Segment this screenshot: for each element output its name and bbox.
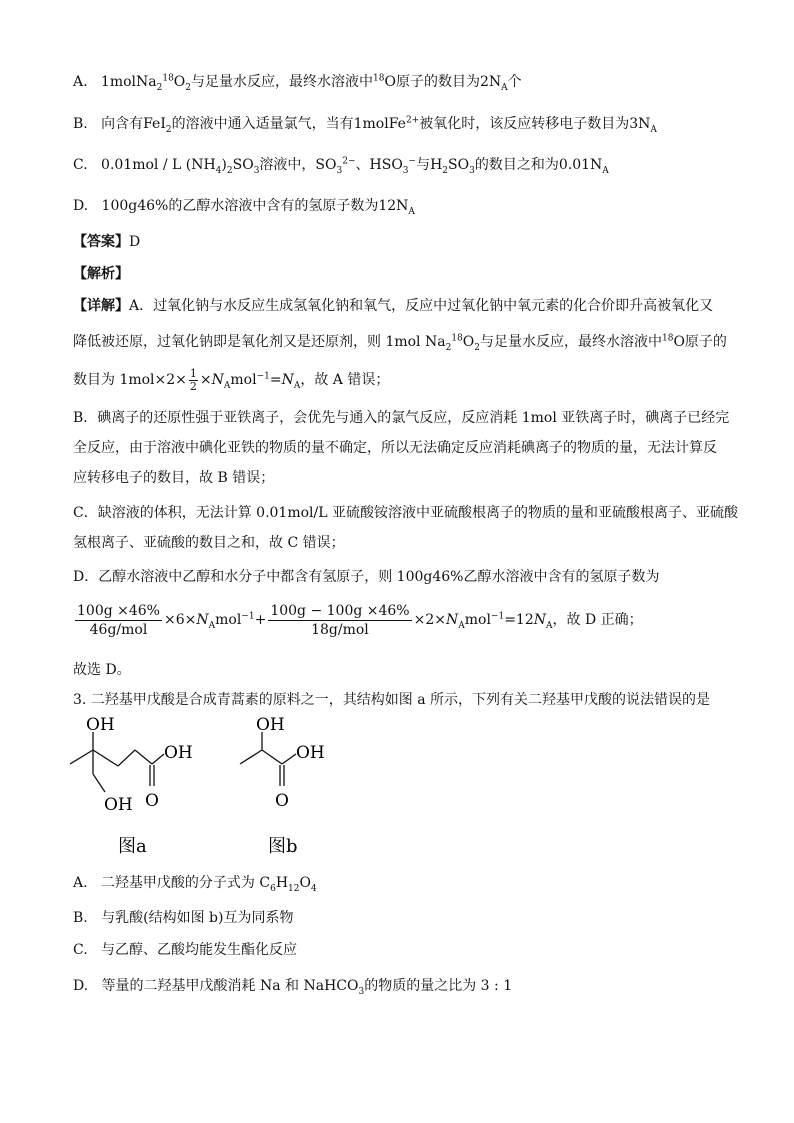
subscript: 2 bbox=[156, 82, 163, 93]
q3-option-d bbox=[73, 976, 512, 996]
superscript: −1 bbox=[241, 611, 255, 622]
oh-label: OH bbox=[296, 743, 325, 763]
q3-option-b bbox=[73, 908, 293, 928]
oxygen-label: O bbox=[275, 791, 289, 811]
subscript: 4 bbox=[215, 165, 222, 176]
explain-b-1: B．碘离子的还原性强于亚铁离子，会优先与通入的氯气反应，反应消耗 1mol 亚铁离子时，碘离子已经完 bbox=[73, 410, 730, 426]
option-text: 0.01mol / L (NH bbox=[101, 157, 216, 173]
superscript: 2+ bbox=[405, 115, 420, 126]
oh-label: OH bbox=[256, 715, 285, 735]
option-text: 与足量水反应，最终水溶液中 bbox=[191, 74, 374, 90]
avogadro-symbol: N bbox=[445, 612, 459, 628]
explain-text: ×6× bbox=[163, 612, 197, 628]
superscript: −1 bbox=[256, 371, 270, 382]
explain-line-2 bbox=[73, 332, 727, 352]
q3-option-c bbox=[73, 940, 297, 960]
bond bbox=[262, 750, 282, 764]
subscript: 3 bbox=[253, 165, 260, 176]
option-text: 与H bbox=[416, 157, 443, 173]
structure-figures bbox=[60, 712, 360, 862]
subscript: A bbox=[546, 620, 553, 631]
bond bbox=[135, 750, 152, 764]
option-text: 二羟基甲戊酸的分子式为 C bbox=[100, 875, 271, 891]
avogadro-symbol: N bbox=[533, 612, 546, 628]
explain-d-1: D．乙醇水溶液中乙醇和水分子中都含有氢原子，则 100g46%乙醇水溶液中含有的氢原子数为 bbox=[73, 569, 660, 585]
analysis-heading bbox=[73, 264, 129, 284]
subscript: A bbox=[408, 206, 415, 217]
explain-text: O原子的 bbox=[673, 334, 727, 350]
bond bbox=[70, 750, 93, 764]
subscript: 2 bbox=[226, 165, 233, 176]
explain-text: × bbox=[199, 372, 212, 388]
analysis-label: 【解析】 bbox=[73, 266, 129, 282]
explain-text: ×2× bbox=[413, 612, 446, 628]
subscript: 3 bbox=[358, 986, 365, 997]
option-label: B. bbox=[73, 910, 88, 926]
explain-text: mol bbox=[230, 372, 257, 388]
fraction-denominator: 2 bbox=[189, 379, 197, 393]
option-b bbox=[73, 114, 657, 134]
explain-text: ，故 D 正确； bbox=[552, 612, 643, 628]
subscript: 2 bbox=[442, 165, 449, 176]
option-c bbox=[73, 155, 609, 175]
option-text: 等量的二羟基甲戊酸消耗 Na 和 NaHCO bbox=[101, 978, 359, 994]
fraction-numerator: 100g ×46% bbox=[77, 602, 160, 619]
subscript: 2 bbox=[474, 342, 480, 353]
option-label: D. bbox=[73, 198, 89, 214]
explain-text: 与足量水反应，最终水溶液中 bbox=[480, 334, 662, 350]
subscript: A bbox=[293, 380, 301, 391]
option-text: SO bbox=[448, 157, 470, 173]
fraction-numerator: 100g − 100g ×46% bbox=[270, 602, 410, 619]
option-text: O原子的数目为2N bbox=[384, 74, 502, 90]
bond bbox=[93, 750, 118, 766]
subscript: A bbox=[501, 82, 508, 93]
option-text: ) bbox=[221, 157, 227, 173]
subscript: 3 bbox=[402, 165, 409, 176]
oh-label: OH bbox=[86, 715, 115, 735]
bond bbox=[118, 750, 135, 766]
subscript: A bbox=[602, 165, 609, 176]
explain-text: mol bbox=[215, 612, 242, 628]
subscript: 3 bbox=[469, 165, 475, 176]
option-label: A. bbox=[73, 74, 88, 90]
explain-text: mol bbox=[464, 612, 491, 628]
avogadro-symbol: N bbox=[211, 372, 224, 388]
explain-text: + bbox=[254, 612, 267, 628]
bond bbox=[93, 774, 105, 792]
explain-d-formula bbox=[73, 598, 643, 642]
oxygen-label: O bbox=[145, 791, 159, 811]
bond bbox=[240, 750, 262, 764]
fraction bbox=[268, 602, 411, 639]
option-label: C. bbox=[73, 157, 88, 173]
superscript: 2− bbox=[342, 156, 356, 167]
avogadro-symbol: N bbox=[281, 372, 294, 388]
subscript: A bbox=[458, 620, 465, 631]
option-text: 100g46%的乙醇水溶液中含有的氢原子数为12N bbox=[101, 198, 409, 214]
superscript: 18 bbox=[662, 333, 674, 344]
subscript: 3 bbox=[336, 165, 343, 176]
explain-b-3: 应转移电子的数目，故 B 错误； bbox=[73, 470, 275, 486]
option-text: 的溶液中通入适量氯气，当有1molFe bbox=[171, 116, 406, 132]
subscript: 2 bbox=[165, 124, 172, 135]
option-text: 1molNa bbox=[100, 74, 157, 90]
option-text: O bbox=[299, 875, 311, 891]
explain-text: 数目为 1mol×2× bbox=[73, 372, 187, 388]
subscript: 12 bbox=[288, 883, 300, 894]
figure-b-caption: 图b bbox=[268, 836, 298, 857]
structure-b bbox=[240, 732, 296, 786]
explain-text: =12 bbox=[504, 612, 534, 628]
subscript: A bbox=[650, 124, 657, 135]
fraction-denominator: 46g/mol bbox=[89, 621, 148, 638]
subscript: 4 bbox=[310, 883, 317, 894]
option-label: B. bbox=[73, 116, 88, 132]
explain-text: 降低被还原，过氧化钠即是氧化剂又是还原剂，则 1mol Na bbox=[73, 334, 446, 350]
option-text: O bbox=[173, 74, 186, 90]
oh-label: OH bbox=[164, 743, 193, 763]
superscript: 18 bbox=[162, 73, 174, 84]
option-text: 与乳酸(结构如图 b)互为同系物 bbox=[101, 910, 294, 926]
answer-line bbox=[73, 232, 140, 252]
option-text: 被氧化时，该反应转移电子数目为3N bbox=[419, 116, 651, 132]
explain-text: O bbox=[462, 334, 475, 350]
explain-choose: 故选 D。 bbox=[73, 662, 131, 678]
answer-value: D bbox=[129, 234, 141, 250]
option-text: 向含有FeI bbox=[101, 116, 166, 132]
explain-c-2: 氢根离子、亚硫酸的数目之和，故 C 错误； bbox=[73, 535, 345, 551]
subscript: 6 bbox=[270, 883, 276, 894]
explain-text: = bbox=[269, 372, 282, 388]
option-text: 的数目之和为0.01N bbox=[474, 157, 603, 173]
subscript: 2 bbox=[185, 82, 192, 93]
q3-option-a bbox=[73, 873, 317, 893]
explain-line-3 bbox=[73, 366, 389, 394]
option-a bbox=[73, 72, 522, 92]
oh-label: OH bbox=[104, 795, 133, 815]
explain-line-1 bbox=[73, 296, 713, 316]
figure-a-caption: 图a bbox=[118, 836, 147, 857]
fraction bbox=[75, 602, 162, 639]
fraction bbox=[189, 368, 198, 393]
option-text: 溶液中，SO bbox=[259, 157, 337, 173]
explain-c-1: C．缺溶液的体积，无法计算 0.01mol/L 亚硫酸铵溶液中亚硫酸根离子的物质的量和亚硫酸根离子、亚硫酸 bbox=[73, 505, 738, 521]
option-text: H bbox=[275, 875, 289, 891]
option-text: SO bbox=[232, 157, 254, 173]
structure-a bbox=[70, 732, 164, 792]
explain-text: A．过氧化钠与水反应生成氢氧化钠和氧气，反应中过氧化钠中氧元素的化合价即升高被氧化又 bbox=[129, 298, 714, 314]
avogadro-symbol: N bbox=[196, 612, 209, 628]
fraction-numerator: 1 bbox=[189, 366, 197, 380]
option-d bbox=[73, 196, 415, 216]
option-text: 个 bbox=[507, 74, 522, 90]
question-3-stem: 3. 二羟基甲戊酸是合成青蒿素的原料之一，其结构如图 a 所示，下列有关二羟基甲戊酸的说法错误的是 bbox=[73, 692, 711, 708]
option-label: A. bbox=[73, 875, 88, 891]
explain-b-2: 全反应，由于溶液中碘化亚铁的物质的量不确定，所以无法确定反应消耗碘离子的物质的量，无法计算反 bbox=[73, 440, 717, 456]
answer-label: 【答案】 bbox=[73, 234, 129, 250]
bond bbox=[152, 754, 164, 764]
subscript: 2 bbox=[445, 342, 452, 353]
superscript: 18 bbox=[373, 73, 385, 84]
superscript: −1 bbox=[490, 611, 505, 622]
subscript: A bbox=[208, 620, 216, 631]
subscript: A bbox=[223, 380, 231, 391]
superscript: 18 bbox=[451, 333, 463, 344]
option-text: 、HSO bbox=[355, 157, 403, 173]
explain-text: ，故 A 错误； bbox=[300, 372, 390, 388]
option-text: 的物质的量之比为 3 : 1 bbox=[364, 978, 513, 994]
superscript: − bbox=[408, 156, 417, 167]
explain-label: 【详解】 bbox=[73, 298, 129, 314]
option-label: D. bbox=[73, 978, 89, 994]
fraction-denominator: 18g/mol bbox=[311, 621, 369, 638]
bond bbox=[282, 754, 296, 764]
option-text: 与乙醇、乙酸均能发生酯化反应 bbox=[101, 942, 298, 958]
option-label: C. bbox=[73, 942, 88, 958]
